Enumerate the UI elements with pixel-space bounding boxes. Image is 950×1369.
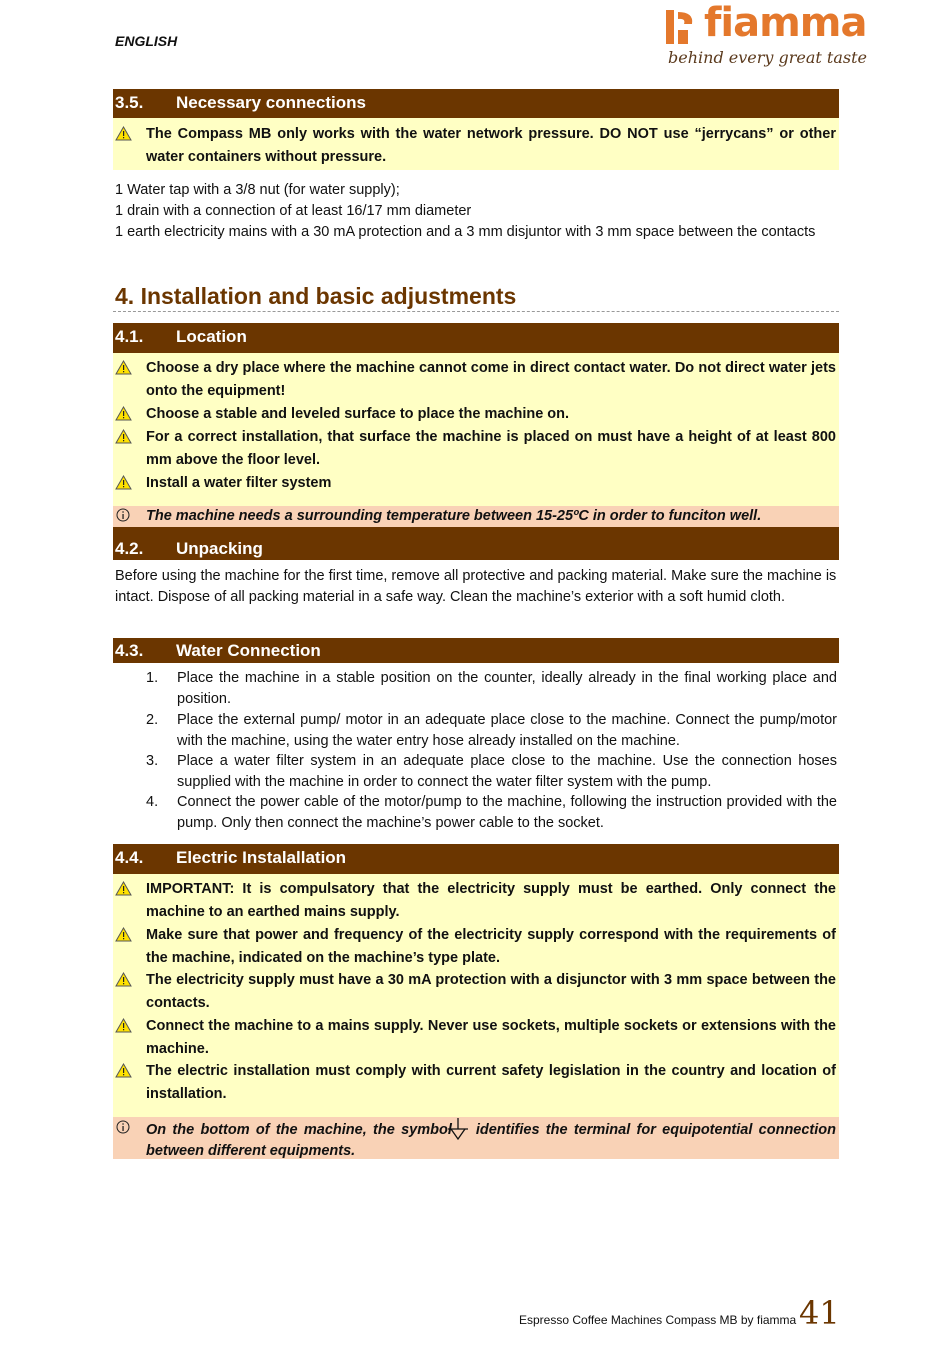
section-bar-4-3 (113, 638, 839, 663)
section-bar-4-2 (113, 527, 839, 560)
section-bar-3-5 (113, 89, 839, 118)
chapter-heading (115, 283, 516, 310)
warning-triangle-icon (115, 126, 132, 141)
warning-triangle-icon (115, 1018, 132, 1033)
chapter-rule (113, 311, 839, 312)
step-text: Place the external pump/ motor in an adequate place close to the machine. Connect the pump/motor with the machine, using the water entry hose already installed on the machine. (177, 712, 837, 749)
warning-triangle-icon (115, 475, 132, 490)
fiamma-logo-mark-icon (666, 10, 696, 44)
info-box-4-1 (113, 506, 839, 527)
warning-text: IMPORTANT: It is compulsatory that the electricity supply must be earthed. Only connect the machine to an earthed mains supply. (146, 881, 836, 920)
warning-triangle-icon (115, 927, 132, 942)
section-title: Necessary connections (176, 93, 366, 112)
info-box-4-4 (113, 1117, 839, 1159)
logo-brand: fiamma (704, 0, 867, 46)
logo-tagline: behind every great taste (668, 48, 868, 67)
section-bar-4-4 (113, 844, 839, 874)
warning-box-4-1 (113, 353, 839, 506)
fiamma-logo (664, 0, 868, 74)
warning-text: Make sure that power and frequency of the electricity supply correspond with the requirements of the machine, indicated on the machine’s type plate. (146, 927, 836, 966)
info-text (146, 1118, 836, 1162)
info-text: The machine needs a surrounding temperature between 15-25ºC in order to funciton well. (146, 508, 762, 524)
warning-triangle-icon (115, 881, 132, 896)
step-text: Connect the power cable of the motor/pump to the machine, following the instruction provided with the pump. Only then connect the machine’s power cable to the socket. (177, 794, 837, 831)
warning-text: Connect the machine to a mains supply. Never use sockets, multiple sockets or extensions with the machine. (146, 1018, 836, 1057)
warning-triangle-icon (115, 360, 132, 375)
info-circle-icon (116, 1120, 130, 1134)
section-number: 4.1. (115, 327, 144, 346)
warning-text: The Compass MB only works with the water network pressure. DO NOT use “jerrycans” or other water containers without pressure. (146, 126, 836, 165)
chapter-title: Installation and basic adjustments (140, 283, 517, 309)
section-number: 3.5. (115, 93, 144, 112)
footer-text: Espresso Coffee Machines Compass MB by fiamma (519, 1313, 797, 1327)
step-number: 4. (146, 794, 159, 810)
section-title: Unpacking (176, 539, 263, 558)
section-number: 4.4. (115, 848, 144, 867)
warning-triangle-icon (115, 429, 132, 444)
connection-line: 1 Water tap with a 3/8 nut (for water supply); (115, 182, 400, 198)
section-number: 4.3. (115, 641, 144, 660)
section-title: Location (176, 327, 247, 346)
info-text-after-symbol: identifies the terminal for equipotential connection between different equipments. (146, 1122, 837, 1159)
section-title: Electric Instalallation (176, 848, 347, 867)
warning-box-3-5 (113, 118, 839, 170)
warning-triangle-icon (115, 406, 132, 421)
warning-text: The electricity supply must have a 30 mA protection with a disjunctor with 3 mm space between the contacts. (146, 972, 836, 1011)
warning-text: Install a water filter system (146, 475, 332, 491)
warning-text: Choose a stable and leveled surface to place the machine on. (146, 406, 570, 422)
step-text: Place the machine in a stable position on the counter, ideally already in the final working place and position. (177, 670, 837, 707)
unpacking-text: Before using the machine for the first time, remove all protective and packing material. Make sure the machine is intact. Dispose of all packing material in a safe way. Clean the machine’s exterior with a soft humid cloth. (115, 568, 837, 605)
warning-triangle-icon (115, 1063, 132, 1078)
connections-list (115, 180, 837, 243)
chapter-number: 4. (115, 283, 135, 309)
warning-box-4-4 (113, 874, 839, 1117)
step-number: 1. (146, 670, 159, 686)
page-number: 41 (799, 1294, 840, 1332)
language-label: ENGLISH (115, 33, 178, 49)
step-number: 3. (146, 753, 159, 769)
step-number: 2. (146, 712, 159, 728)
info-text-before-symbol: On the bottom of the machine, the symbol (146, 1122, 452, 1138)
info-circle-icon (116, 508, 130, 522)
warning-text: For a correct installation, that surface the machine is placed on must have a height of at least 800 mm above the floor level. (146, 429, 836, 468)
warning-text: The electric installation must comply with current safety legislation in the country and location of installation. (146, 1063, 836, 1102)
step-text: Place a water filter system in an adequate place close to the machine. Use the connection hoses supplied with the machine in order to connect the water filter system with the pump. (177, 753, 837, 790)
connection-line: 1 earth electricity mains with a 30 mA protection and a 3 mm disjuntor with 3 mm space between the contacts (115, 224, 816, 240)
connection-line: 1 drain with a connection of at least 16/17 mm diameter (115, 203, 472, 219)
equipotential-terminal-icon (446, 1118, 470, 1140)
section-title: Water Connection (176, 641, 321, 660)
warning-text: Choose a dry place where the machine cannot come in direct contact water. Do not direct water jets onto the equipment! (146, 360, 836, 399)
warning-triangle-icon (115, 972, 132, 987)
section-bar-4-1 (113, 323, 839, 353)
section-number: 4.2. (115, 539, 144, 558)
